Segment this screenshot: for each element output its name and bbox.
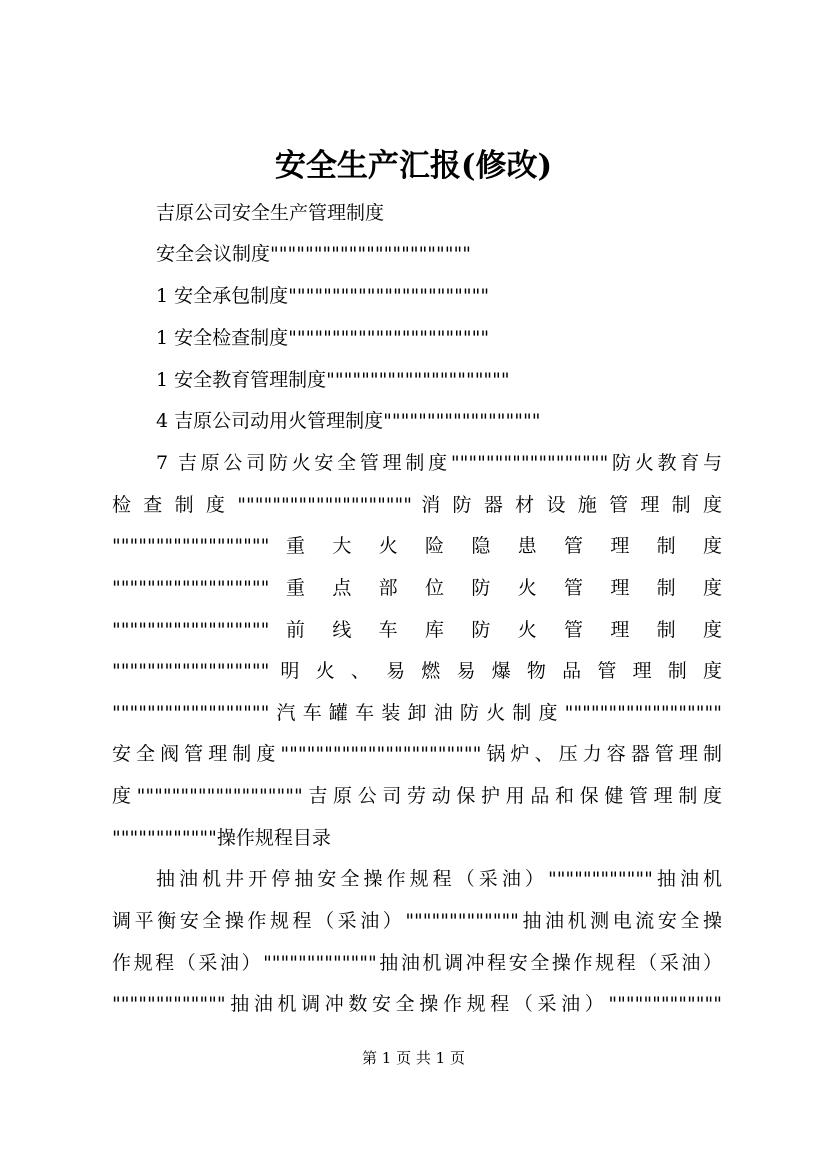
body-line: 7 吉原公司防火安全管理制度""""""""""""""""""防火教育与	[156, 452, 722, 474]
page-number-footer: 第 1 页 共 1 页	[362, 1049, 465, 1067]
body-line: """""""""""""""""" 明 火 、 易 燃 易 爆 物 品 管 理 制 度	[112, 660, 722, 682]
body-line: 吉原公司安全生产管理制度	[156, 202, 385, 224]
body-line: """"""""""""操作规程目录	[112, 827, 331, 849]
body-line: 1 安全承包制度"""""""""""""""""""""""	[156, 285, 490, 307]
body-line: 作规程（采油）"""""""""""""抽油机调冲程安全操作规程（采油）	[112, 952, 722, 974]
body-line: """""""""""""""""" 前 线 车 库 防 火 管 理 制 度	[112, 619, 722, 641]
page-title: 安全生产汇报(修改)	[274, 148, 553, 184]
body-line: """""""""""""抽油机调冲数安全操作规程（采油）"""""""""""""	[112, 993, 722, 1015]
body-line: 调平衡安全操作规程（采油）"""""""""""""抽油机测电流安全操	[112, 910, 722, 932]
body-line: 检 查 制 度 """""""""""""""""""" 消 防 器 材 设 施 管 理 制 度	[112, 494, 722, 516]
body-line: 抽油机井开停抽安全操作规程（采油）""""""""""""抽油机	[156, 868, 722, 890]
body-line: """""""""""""""""" 重 点 部 位 防 火 管 理 制 度	[112, 577, 722, 599]
body-line: 4 吉原公司动用火管理制度""""""""""""""""""	[156, 410, 541, 432]
body-line: 安全阀管理制度"""""""""""""""""""""""锅炉、压力容器管理制	[112, 743, 722, 765]
body-line: 度"""""""""""""""""""吉原公司劳动保护用品和保健管理制度	[112, 785, 722, 807]
body-line: 1 安全检查制度"""""""""""""""""""""""	[156, 327, 490, 349]
body-line: """""""""""""""""" 重 大 火 险 隐 患 管 理 制 度	[112, 535, 722, 557]
body-line: 安全会议制度"""""""""""""""""""""""	[156, 243, 472, 265]
body-line: """"""""""""""""""汽车罐车装卸油防火制度""""""""""""""""""	[112, 702, 722, 724]
body-line: 1 安全教育管理制度"""""""""""""""""""""	[156, 369, 510, 391]
